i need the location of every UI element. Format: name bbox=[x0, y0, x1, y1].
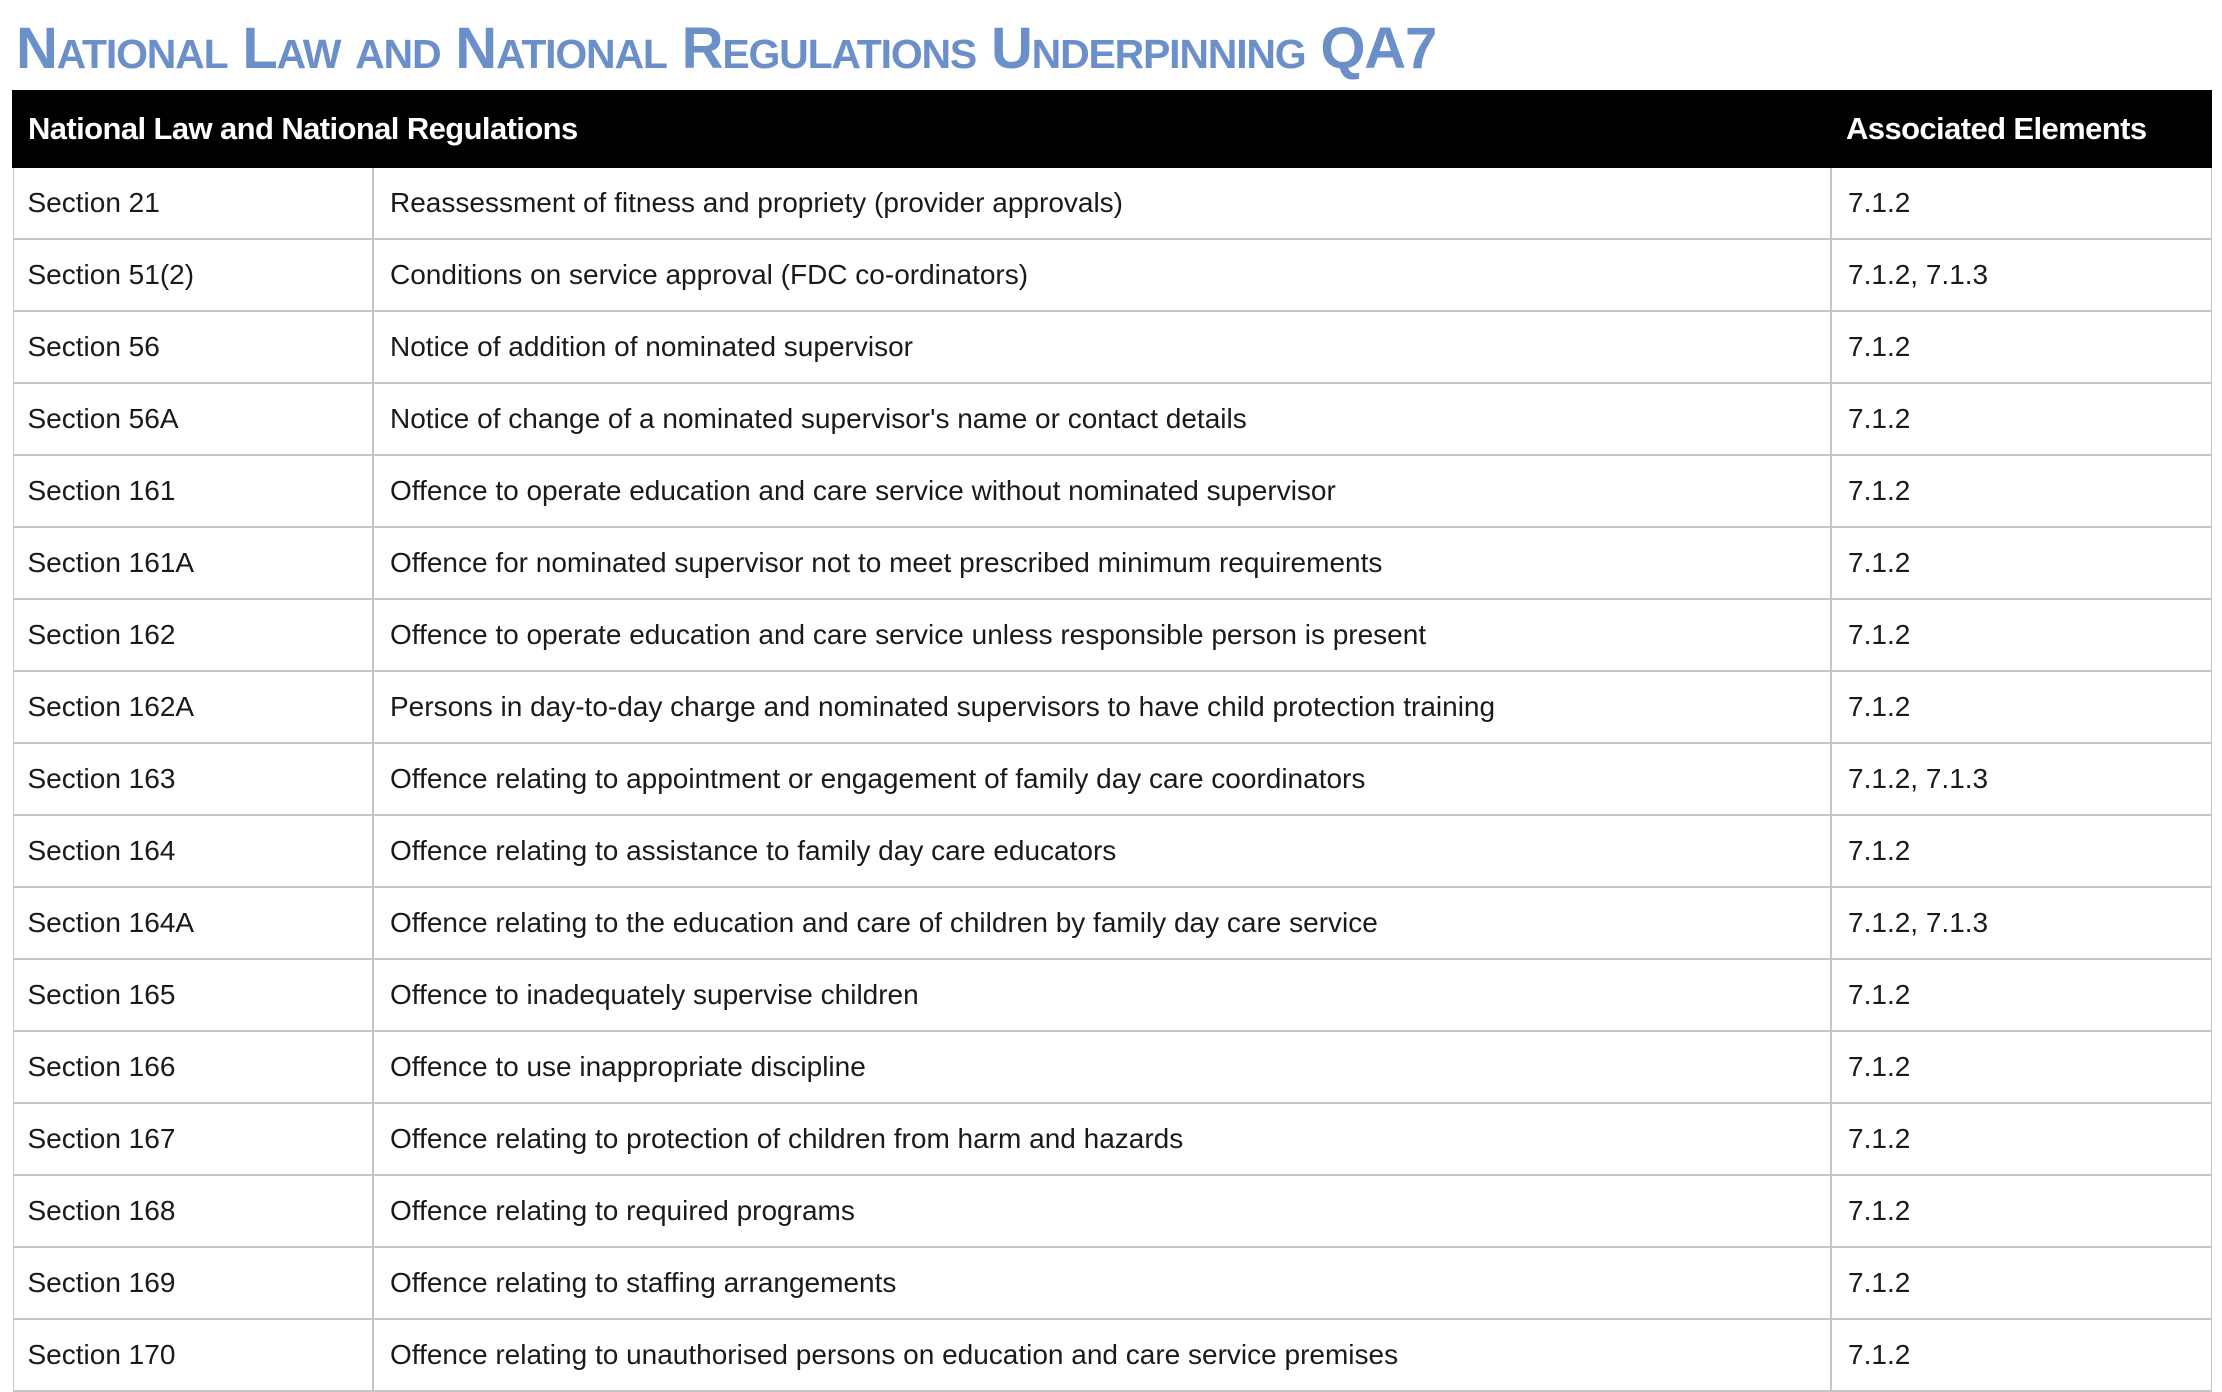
associated-elements-cell: 7.1.2, 7.1.3 bbox=[1831, 239, 2211, 311]
description-cell: Offence to operate education and care service unless responsible person is present bbox=[373, 599, 1831, 671]
associated-elements-cell: 7.1.2 bbox=[1831, 599, 2211, 671]
description-cell: Offence relating to required programs bbox=[373, 1175, 1831, 1247]
description-cell: Offence to operate education and care service without nominated supervisor bbox=[373, 455, 1831, 527]
table-body bbox=[13, 167, 2211, 1391]
section-cell: Section 162 bbox=[13, 599, 373, 671]
section-cell: Section 51(2) bbox=[13, 239, 373, 311]
table-row bbox=[13, 959, 2211, 1031]
table-row bbox=[13, 1319, 2211, 1391]
table-row bbox=[13, 887, 2211, 959]
associated-elements-cell: 7.1.2 bbox=[1831, 815, 2211, 887]
description-cell: Notice of addition of nominated supervisor bbox=[373, 311, 1831, 383]
table-header-row bbox=[13, 91, 2211, 167]
section-cell: Section 169 bbox=[13, 1247, 373, 1319]
table-row bbox=[13, 527, 2211, 599]
table-row bbox=[13, 311, 2211, 383]
section-cell: Section 166 bbox=[13, 1031, 373, 1103]
associated-elements-cell: 7.1.2, 7.1.3 bbox=[1831, 743, 2211, 815]
section-cell: Section 21 bbox=[13, 167, 373, 239]
description-cell: Reassessment of fitness and propriety (provider approvals) bbox=[373, 167, 1831, 239]
section-cell: Section 56A bbox=[13, 383, 373, 455]
description-cell: Offence to use inappropriate discipline bbox=[373, 1031, 1831, 1103]
associated-elements-cell: 7.1.2, 7.1.3 bbox=[1831, 887, 2211, 959]
header-associated-elements: Associated Elements bbox=[1831, 91, 2211, 167]
description-cell: Persons in day-to-day charge and nominated supervisors to have child protection training bbox=[373, 671, 1831, 743]
associated-elements-cell: 7.1.2 bbox=[1831, 1031, 2211, 1103]
associated-elements-cell: 7.1.2 bbox=[1831, 959, 2211, 1031]
regulations-table bbox=[12, 90, 2212, 1392]
associated-elements-cell: 7.1.2 bbox=[1831, 167, 2211, 239]
table-row bbox=[13, 1175, 2211, 1247]
page-title: National Law and National Regulations Underpinning QA7 bbox=[16, 16, 1437, 81]
description-cell: Offence to inadequately supervise children bbox=[373, 959, 1831, 1031]
table-header bbox=[13, 91, 2211, 167]
associated-elements-cell: 7.1.2 bbox=[1831, 1319, 2211, 1391]
associated-elements-cell: 7.1.2 bbox=[1831, 1247, 2211, 1319]
table-row bbox=[13, 167, 2211, 239]
section-cell: Section 163 bbox=[13, 743, 373, 815]
section-cell: Section 167 bbox=[13, 1103, 373, 1175]
section-cell: Section 165 bbox=[13, 959, 373, 1031]
header-law-and-regulations: National Law and National Regulations bbox=[13, 91, 1831, 167]
section-cell: Section 162A bbox=[13, 671, 373, 743]
description-cell: Notice of change of a nominated supervisor's name or contact details bbox=[373, 383, 1831, 455]
table-row bbox=[13, 599, 2211, 671]
description-cell: Conditions on service approval (FDC co-ordinators) bbox=[373, 239, 1831, 311]
section-cell: Section 161A bbox=[13, 527, 373, 599]
table-row bbox=[13, 671, 2211, 743]
associated-elements-cell: 7.1.2 bbox=[1831, 455, 2211, 527]
table-row bbox=[13, 743, 2211, 815]
associated-elements-cell: 7.1.2 bbox=[1831, 1175, 2211, 1247]
description-cell: Offence relating to appointment or engagement of family day care coordinators bbox=[373, 743, 1831, 815]
table-row bbox=[13, 239, 2211, 311]
table-row bbox=[13, 815, 2211, 887]
section-cell: Section 56 bbox=[13, 311, 373, 383]
section-cell: Section 161 bbox=[13, 455, 373, 527]
section-cell: Section 168 bbox=[13, 1175, 373, 1247]
table-row bbox=[13, 1103, 2211, 1175]
description-cell: Offence relating to staffing arrangements bbox=[373, 1247, 1831, 1319]
associated-elements-cell: 7.1.2 bbox=[1831, 383, 2211, 455]
section-cell: Section 164A bbox=[13, 887, 373, 959]
table-row bbox=[13, 383, 2211, 455]
associated-elements-cell: 7.1.2 bbox=[1831, 311, 2211, 383]
description-cell: Offence relating to assistance to family day care educators bbox=[373, 815, 1831, 887]
description-cell: Offence relating to unauthorised persons on education and care service premises bbox=[373, 1319, 1831, 1391]
table-row bbox=[13, 1247, 2211, 1319]
associated-elements-cell: 7.1.2 bbox=[1831, 527, 2211, 599]
associated-elements-cell: 7.1.2 bbox=[1831, 1103, 2211, 1175]
description-cell: Offence relating to the education and care of children by family day care service bbox=[373, 887, 1831, 959]
table-row bbox=[13, 455, 2211, 527]
description-cell: Offence relating to protection of children from harm and hazards bbox=[373, 1103, 1831, 1175]
description-cell: Offence for nominated supervisor not to meet prescribed minimum requirements bbox=[373, 527, 1831, 599]
section-cell: Section 164 bbox=[13, 815, 373, 887]
associated-elements-cell: 7.1.2 bbox=[1831, 671, 2211, 743]
table-row bbox=[13, 1031, 2211, 1103]
section-cell: Section 170 bbox=[13, 1319, 373, 1391]
